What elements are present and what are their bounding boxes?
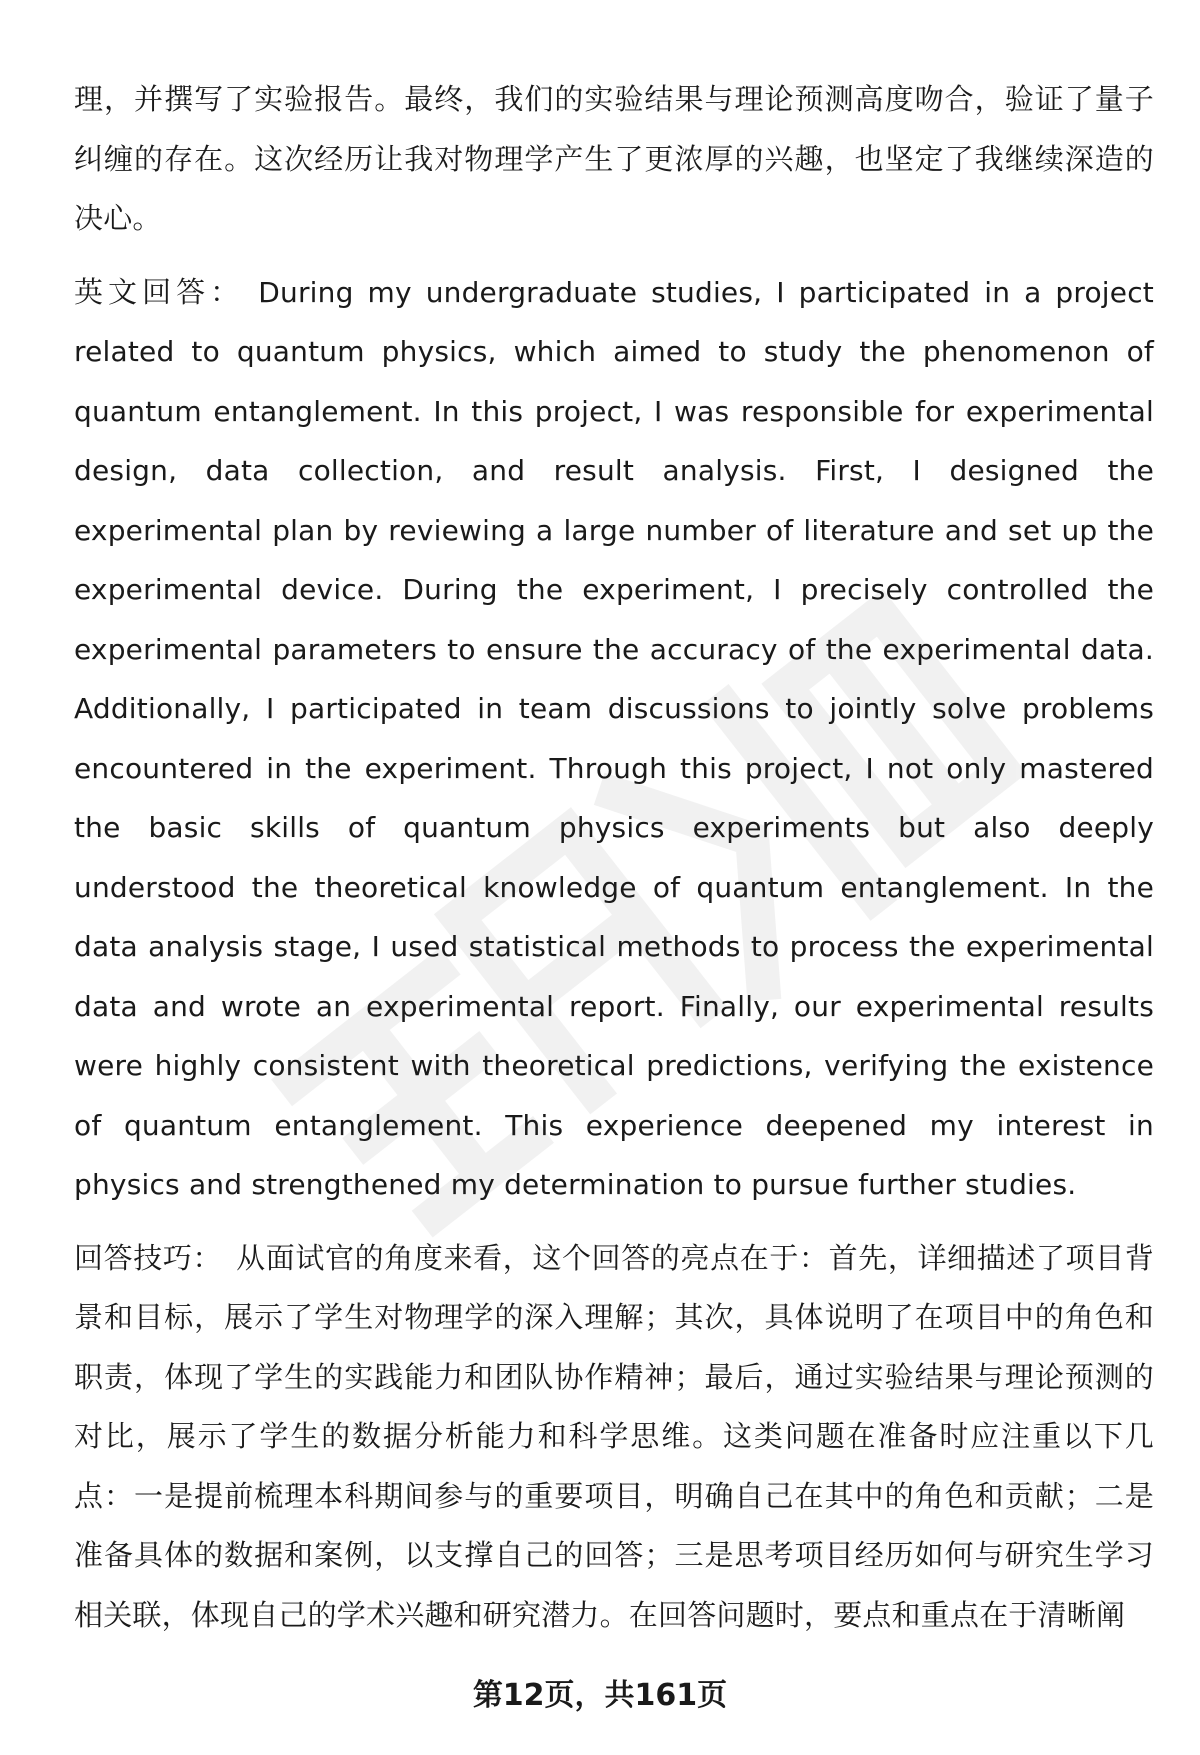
english-answer-label: 英文回答： — [74, 274, 245, 309]
chinese-answer-continuation: 理，并撰写了实验报告。最终，我们的实验结果与理论预测高度吻合，验证了量子纠缠的存在。这次经历让我对物理学产生了更浓厚的兴趣，也坚定了我继续深造的决心。 — [74, 82, 1154, 235]
english-answer-text: During my undergraduate studies, I participated in a project related to quantum physics, which aimed to study the phenomenon of quantum entanglement. In this project, I was responsible for experimental design, data collection, and result analysis. First, I designed the experimental plan by reviewing a large number of literature and set up the experimental device. During the experiment, I precisely controlled the experimental parameters to ensure the accuracy of the experimental data. Additionally, I participated in team discussions to jointly solve problems encountered in the experiment. Through this project, I not only mastered the basic skills of quantum physics experiments but also deeply understood the theoretical knowledge of quantum entanglement. In the data analysis stage, I used statistical methods to process the experimental data and wrote an experimental report. Finally, our experimental results were highly consistent with theoretical predictions, verifying the existence of quantum entanglement. This experience deepened my interest in physics and strengthened my determination to pursue further studies. — [74, 275, 1154, 1201]
answer-tips-section — [74, 1229, 1154, 1646]
page-number-footer: 第12页，共161页 — [472, 1678, 728, 1713]
english-answer-section — [74, 263, 1154, 1215]
document-page — [74, 70, 1154, 1645]
answer-tips-text: 从面试官的角度来看，这个回答的亮点在于：首先，详细描述了项目背景和目标，展示了学生对物理学的深入理解；其次，具体说明了在项目中的角色和职责，体现了学生的实践能力和团队协作精神；最后，通过实验结果与理论预测的对比，展示了学生的数据分析能力和科学思维。这类问题在准备时应注重以下几点：一是提前梳理本科期间参与的重要项目，明确自己在其中的角色和贡献；二是准备具体的数据和案例，以支撑自己的回答；三是思考项目经历如何与研究生学习相关联，体现自己的学术兴趣和研究潜力。在回答问题时，要点和重点在于清晰阐 — [74, 1240, 1154, 1632]
answer-tips-label: 回答技巧： — [74, 1240, 223, 1275]
